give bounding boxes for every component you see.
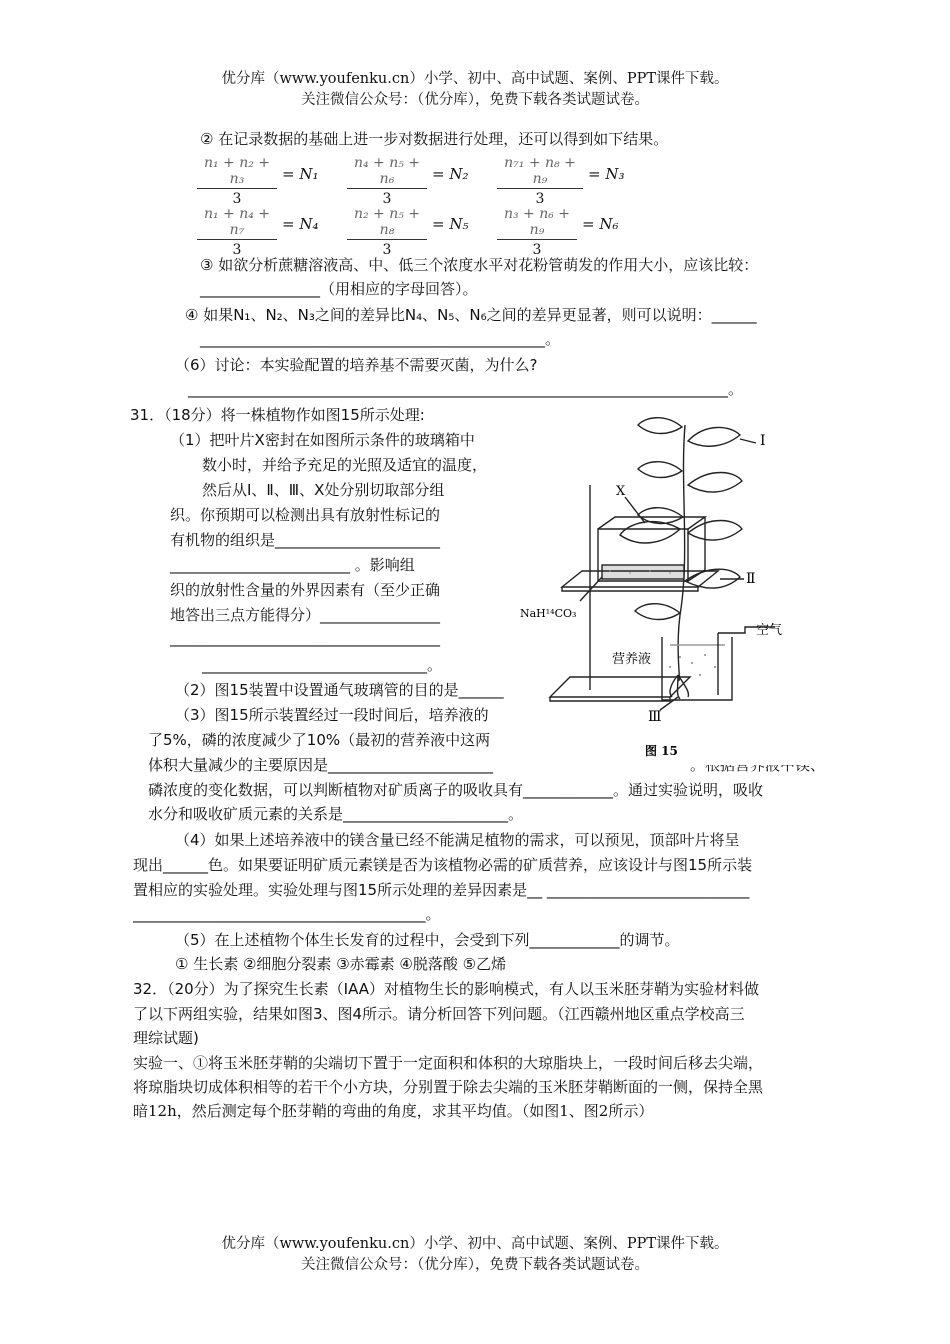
- label-i: I: [760, 433, 766, 449]
- label-nutrient: 营养液: [612, 652, 652, 667]
- step3-line2: ________________（用相应的字母回答）。: [200, 280, 478, 298]
- page-header-line2: 关注微信公众号：（优分库），免费下载各类试题试卷。: [301, 92, 649, 108]
- step4-line1: ④ 如果N₁、N₂、N₃之间的差异比N₄、N₅、N₆之间的差异更显著，则可以说明：______: [185, 306, 757, 324]
- q31-line19: 现出______色。如果要证明矿质元素镁是否为该植物必需的矿质营养，应该设计与图15所示装: [133, 856, 753, 874]
- q31-line3: 数小时，并给予充足的光照及适宜的温度，: [202, 456, 488, 474]
- nahco3-tray: [602, 565, 684, 579]
- q31-line12: （2）图15装置中设置通气玻璃管的目的是______: [175, 681, 504, 699]
- q31-title: 31．（18分）将一株植物作如图15所示处理:: [130, 406, 425, 424]
- plant-stem: [678, 425, 685, 681]
- formula-n1-numerator: n₁ + n₂ + n₃: [197, 155, 277, 189]
- formula-n1-result: = N₁: [282, 165, 319, 183]
- q31-line16: 磷浓度的变化数据，可以判断植物对矿质离子的吸收具有____________。通过实验说明，吸收: [148, 781, 764, 799]
- q31-line14-end: 培养液: [784, 731, 830, 749]
- q32-line1: 32．（20分）为了探究生长素（IAA）对植物生长的影响模式，有人以玉米胚芽鞘为实验材料做: [133, 980, 760, 998]
- label-iii: Ⅲ: [648, 709, 662, 725]
- label-x: X: [616, 484, 626, 499]
- q31-line6: 有机物的组织是______________________: [170, 531, 441, 549]
- leaf-left-3: [635, 604, 680, 620]
- formula-n6-numerator: n₃ + n₆ + n₉: [497, 206, 577, 240]
- formula-n4-denominator: 3: [232, 242, 242, 258]
- leaf-left-2: [638, 508, 683, 524]
- q31-line9: 地答出三点方能得分）________________: [170, 606, 441, 624]
- q31-line15-end: 。根据营养液中镁、: [690, 756, 826, 774]
- q31-line17: 水分和吸收矿质元素的关系是______________________。: [148, 805, 524, 823]
- leaf-left-1: [638, 462, 682, 478]
- label-ii: Ⅱ: [746, 571, 756, 587]
- formula-n5-numerator: n₂ + n₅ + n₈: [347, 206, 427, 240]
- q31-line15: 体积大量减少的主要原因是______________________: [148, 756, 494, 774]
- q31-line13: （3）图15所示装置经过一段时间后，培养液的: [175, 706, 489, 724]
- q31-line22: （5）在上述植物个体生长发育的过程中，会受到下列____________的调节。: [175, 931, 680, 949]
- q32-line2: 了以下两组实验，结果如图3、图4所示。请分析回答下列问题。（江西赣州地区重点学校高三: [133, 1005, 745, 1023]
- q31-line10: ____________________________________: [170, 629, 440, 647]
- q31-line11: ______________________________。: [202, 656, 443, 674]
- formula-n4: [197, 206, 277, 258]
- formula-n6-denominator: 3: [532, 242, 542, 258]
- leaf-top-left: [638, 418, 682, 434]
- formula-n2: [347, 155, 427, 207]
- formula-n3-numerator: n₇₁ + n₈ + n₉: [497, 155, 583, 189]
- q31-line21: _______________________________________。: [133, 905, 441, 923]
- page-footer-line2: 关注微信公众号：（优分库），免费下载各类试题试卷。: [301, 1257, 649, 1273]
- formula-n3: [497, 155, 583, 207]
- step4-line2: ______________________________________________。: [200, 330, 561, 348]
- formula-n5-result: = N₅: [432, 215, 469, 233]
- formula-n2-numerator: n₄ + n₅ + n₆: [347, 155, 427, 189]
- formula-n4-result: = N₄: [282, 215, 319, 233]
- q31-line5: 织。你预期可以检测出具有放射性标记的: [170, 506, 441, 524]
- figure-caption: 图 15: [645, 744, 678, 758]
- formula-n3-denominator: 3: [535, 191, 545, 207]
- q31-line12-end: 。: [790, 681, 806, 699]
- formula-n5: [347, 206, 427, 258]
- page-header-line1: 优分库（www.youfenku.cn）小学、初中、高中试题、案例、PPT课件下载。: [221, 71, 729, 87]
- step3-line1: ③ 如欲分析蔗糖溶液高、中、低三个浓度水平对花粉管萌发的作用大小，应该比较：: [200, 256, 759, 274]
- beaker: [662, 637, 732, 700]
- formula-n5-denominator: 3: [382, 242, 392, 258]
- leader-nahco3: [580, 577, 602, 601]
- leader-iii: [660, 697, 678, 710]
- base-plate: [550, 677, 690, 697]
- figure-15-plant-apparatus: [520, 405, 850, 765]
- q31-line23: ① 生长素 ②细胞分裂素 ③赤霉素 ④脱落酸 ⑤乙烯: [175, 955, 507, 973]
- formula-n2-result: = N₂: [432, 165, 469, 183]
- q31-line8: 织的放射性含量的外界因素有（至少正确: [170, 581, 441, 599]
- discussion-question: （6）讨论：本实验配置的培养基不需要灭菌，为什么?: [175, 356, 538, 374]
- q31-line7: ________________________ 。影响组: [170, 556, 415, 574]
- q31-line4: 然后从Ⅰ、Ⅱ、Ⅲ、X处分别切取部分组: [202, 481, 445, 499]
- formula-n3-result: = N₃: [588, 165, 625, 183]
- formula-n4-numerator: n₁ + n₄ + n₇: [197, 206, 277, 240]
- step2-intro: ② 在记录数据的基础上进一步对数据进行处理，还可以得到如下结果。: [200, 130, 669, 148]
- q31-line14: 了5%，磷的浓度减少了10%（最初的营养液中这两: [148, 731, 491, 749]
- q32-experiment-line3: 暗12h，然后测定每个胚芽鞘的弯曲的角度，求其平均值。（如图1、图2所示）: [133, 1102, 654, 1120]
- label-nahco3: NaH¹⁴CO₃: [520, 607, 577, 620]
- discussion-answer-line: ________________________________________________________________________。: [188, 380, 744, 398]
- q31-line20: 置相应的实验处理。实验处理与图15所示处理的差异因素是__ ___________________________: [133, 881, 750, 899]
- leaf-x: [620, 522, 680, 543]
- formula-n1-denominator: 3: [232, 191, 242, 207]
- formula-n6-result: = N₆: [582, 215, 619, 233]
- page-footer-line1: 优分库（www.youfenku.cn）小学、初中、高中试题、案例、PPT课件下载。: [221, 1236, 729, 1252]
- q32-experiment-line1: 实验一、①将玉米胚芽鞘的尖端切下置于一定面积和体积的大琼脂块上，一段时间后移去尖端，: [133, 1054, 764, 1072]
- formula-n6: [497, 206, 577, 258]
- formula-n2-denominator: 3: [382, 191, 392, 207]
- formula-n1: [197, 155, 277, 207]
- q32-line3: 理综试题): [133, 1029, 199, 1047]
- leader-x: [625, 497, 645, 523]
- q31-line18: （4）如果上述培养液中的镁含量已经不能满足植物的需求，可以预见，顶部叶片将呈: [175, 831, 740, 849]
- q31-line2: （1）把叶片X密封在如图所示条件的玻璃箱中: [170, 431, 475, 449]
- label-air: 空气: [756, 623, 783, 638]
- leaf-right-1: [688, 473, 742, 493]
- q31-line13-end: 度提高: [784, 706, 830, 724]
- leader-i: [740, 439, 756, 443]
- leaf-top-right: [688, 427, 740, 446]
- q32-experiment-line2: 将琼脂块切成体积相等的若干个小方块，分别置于除去尖端的玉米胚芽鞘断面的一侧，保持全黑: [133, 1078, 764, 1096]
